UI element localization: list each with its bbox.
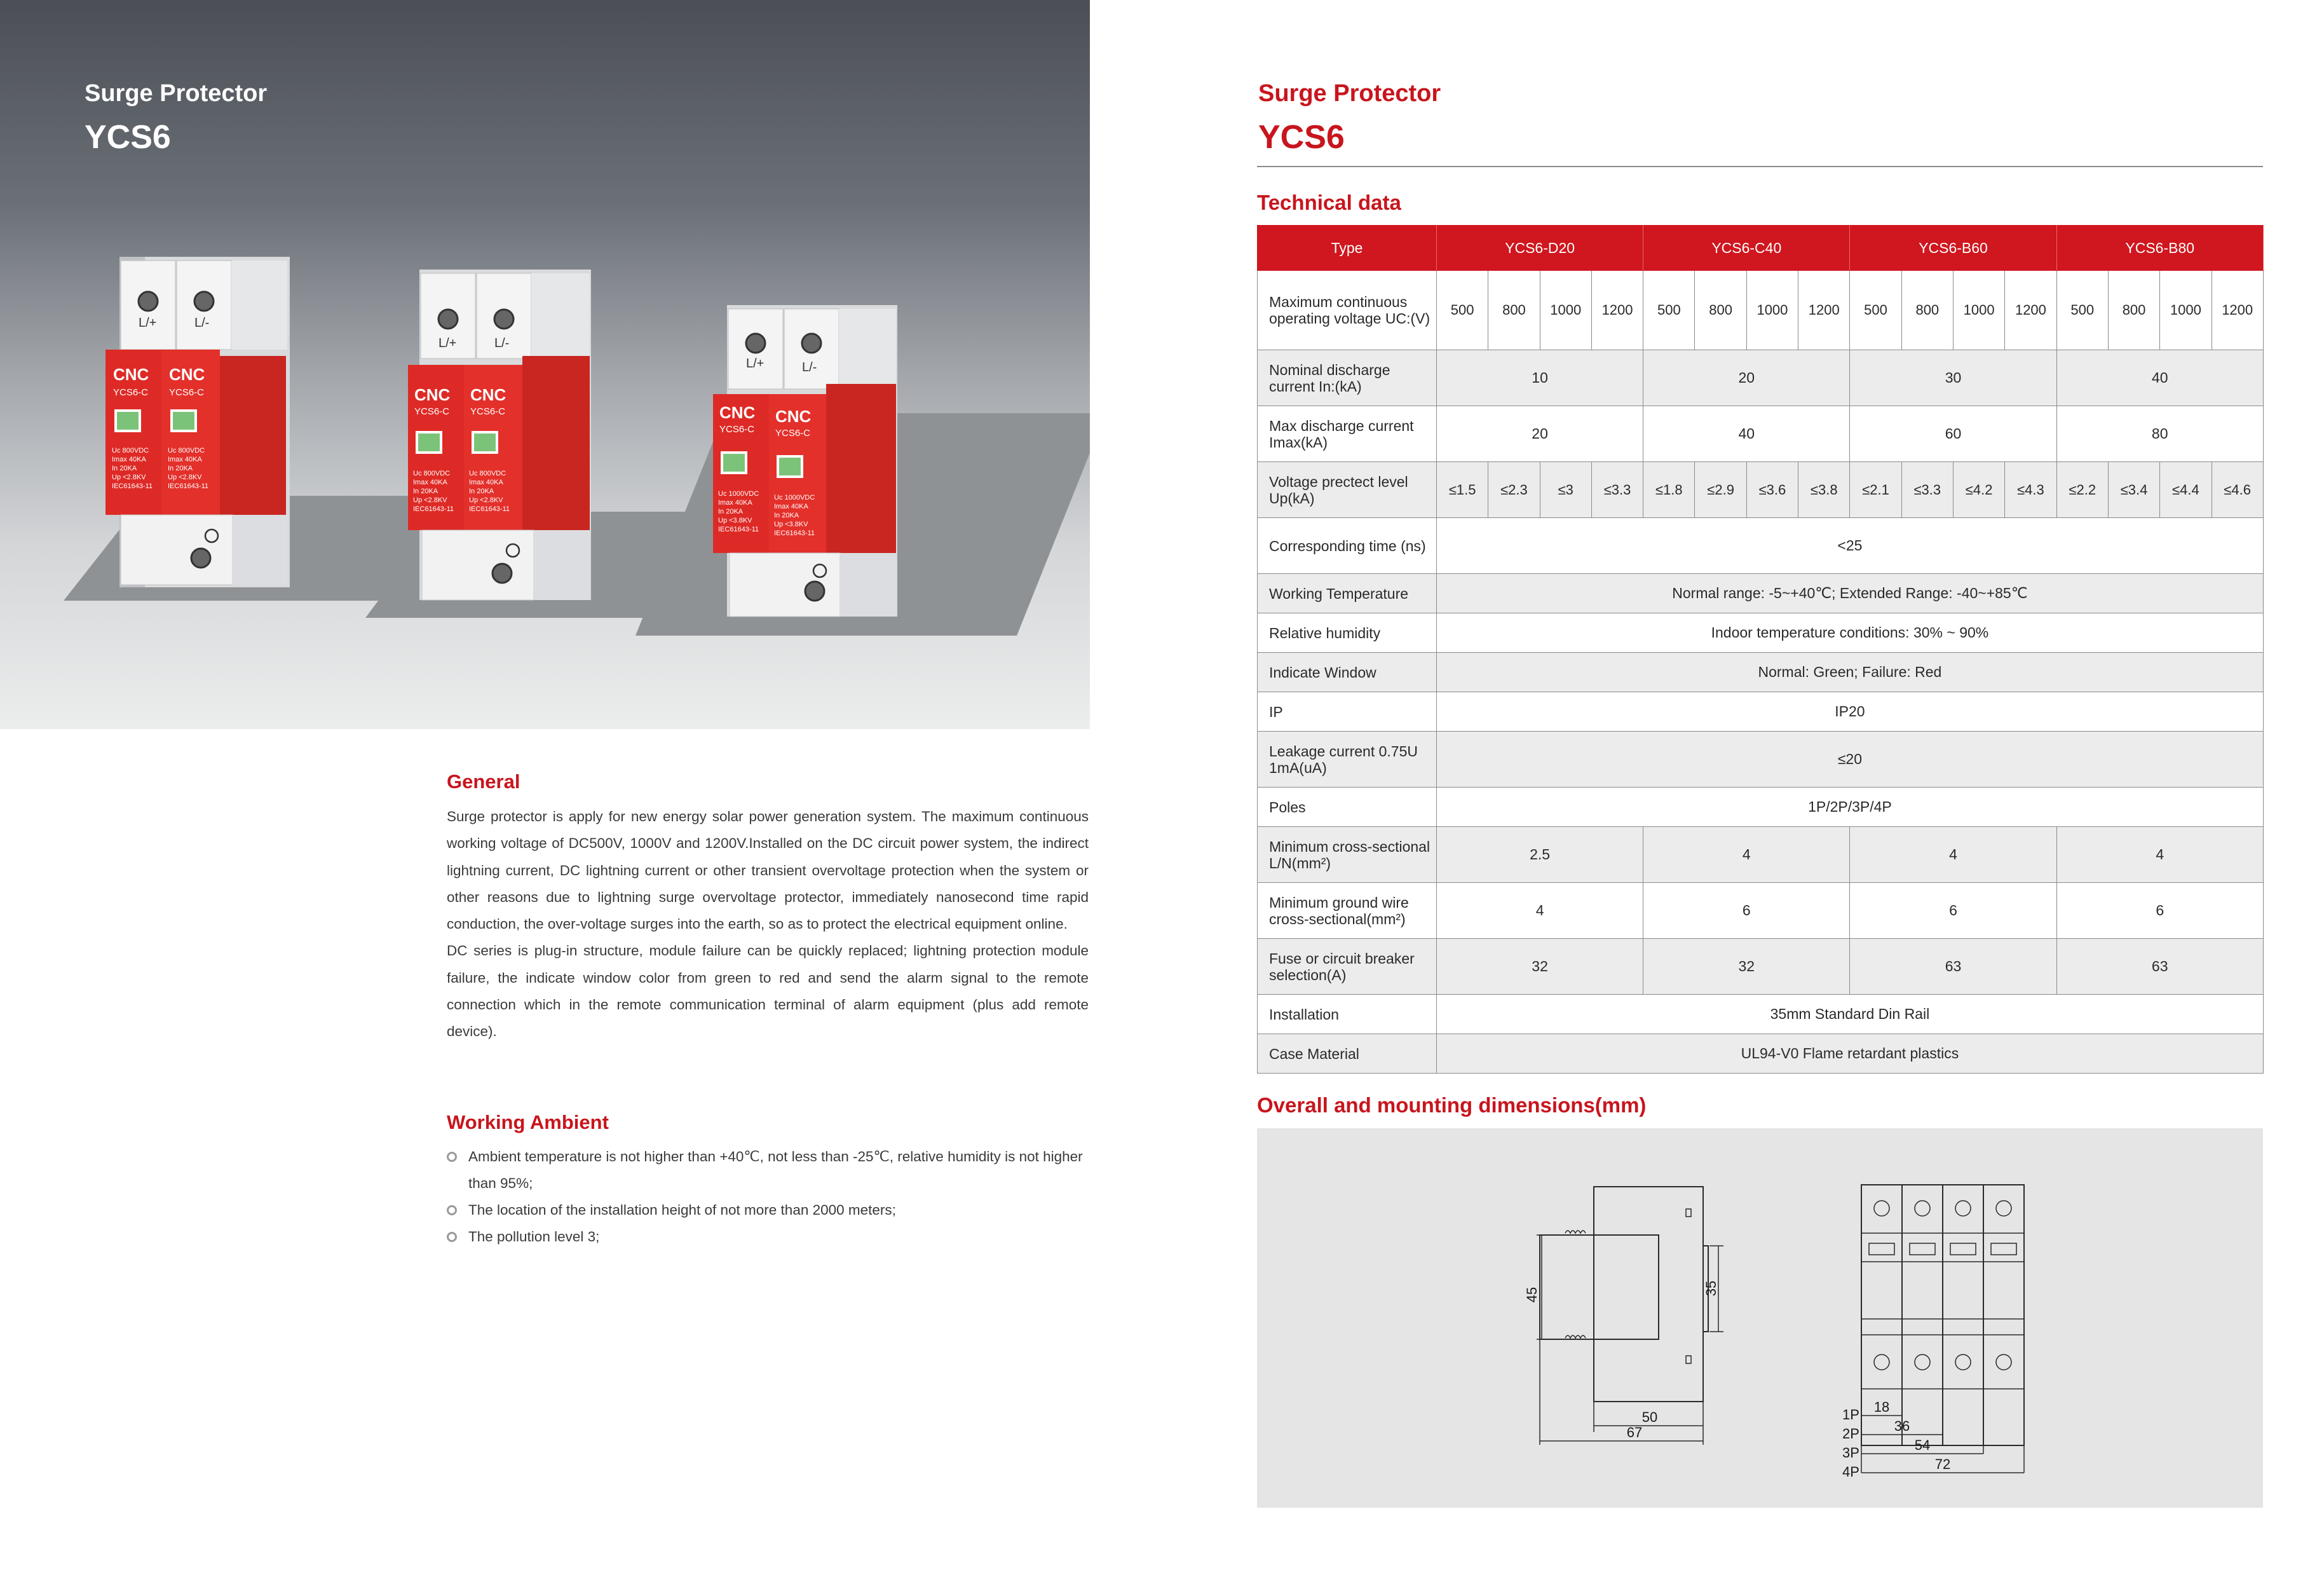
header-model: YCS6-D20 [1437, 226, 1643, 271]
svg-text:IEC61643-11: IEC61643-11 [413, 505, 454, 513]
hero-model: YCS6 [85, 119, 171, 156]
svg-text:Up <3.8KV: Up <3.8KV [774, 521, 808, 528]
dimensions-drawing [1257, 1128, 2263, 1508]
table-row: Indicate Window Normal: Green; Failure: Red [1258, 653, 2264, 692]
svg-text:67: 67 [1626, 1424, 1643, 1440]
svg-text:YCS6-C: YCS6-C [414, 406, 450, 417]
svg-text:In 20KA: In 20KA [168, 465, 193, 472]
front-view [1842, 1185, 2024, 1480]
svg-text:IEC61643-11: IEC61643-11 [469, 505, 510, 513]
svg-text:CNC: CNC [719, 403, 756, 422]
row-label: Minimum ground wire cross-sectional(mm²) [1258, 883, 1437, 939]
table-row: Fuse or circuit breaker selection(A) 32 32 63 63 [1258, 939, 2264, 995]
surge-device-2 [408, 270, 591, 600]
svg-text:YCS6-C: YCS6-C [719, 424, 755, 435]
svg-text:In 20KA: In 20KA [112, 465, 137, 472]
header-type: Type [1258, 226, 1437, 271]
svg-text:YCS6-C: YCS6-C [470, 406, 506, 417]
title-divider [1257, 166, 2263, 167]
svg-text:CNC: CNC [414, 385, 451, 404]
row-label: Relative humidity [1258, 613, 1437, 653]
hero-banner [0, 0, 1090, 729]
table-row: Nominal discharge current In:(kA) 10 20 30 40 [1258, 350, 2264, 406]
svg-text:CNC: CNC [169, 365, 205, 384]
svg-text:Uc 1000VDC: Uc 1000VDC [774, 494, 815, 502]
row-label: IP [1258, 692, 1437, 732]
table-row: Max discharge current Imax(kA) 20 40 60 80 [1258, 406, 2264, 462]
table-row: Relative humidity Indoor temperature conditions: 30% ~ 90% [1258, 613, 2264, 653]
working-ambient-list [447, 1143, 1089, 1250]
row-label: Nominal discharge current In:(kA) [1258, 350, 1437, 406]
right-model: YCS6 [1258, 119, 1345, 156]
row-label: Corresponding time (ns) [1258, 518, 1437, 574]
svg-text:IEC61643-11: IEC61643-11 [112, 482, 153, 490]
svg-text:Imax 40KA: Imax 40KA [469, 479, 503, 486]
svg-text:45: 45 [1524, 1287, 1540, 1303]
svg-text:Up <2.8KV: Up <2.8KV [469, 496, 503, 504]
row-label: Max discharge current Imax(kA) [1258, 406, 1437, 462]
technical-data-table [1257, 225, 2264, 1074]
general-paragraph-2: DC series is plug-in structure, module failure can be quickly replaced; lightning protection module failure, the indicate window color from green to red and send the alarm signal to the remote connection which in the remote communication terminal of alarm equipment (plus add remote device). [447, 943, 1089, 1040]
svg-text:L/-: L/- [494, 336, 510, 350]
svg-text:L/+: L/+ [438, 336, 457, 350]
svg-text:72: 72 [1934, 1456, 1951, 1472]
svg-text:Up <3.8KV: Up <3.8KV [718, 517, 752, 524]
svg-text:Imax 40KA: Imax 40KA [718, 499, 752, 507]
dimensions-heading: Overall and mounting dimensions(mm) [1257, 1093, 1647, 1117]
svg-text:CNC: CNC [113, 365, 149, 384]
table-row: Maximum continuous operating voltage UC:(V) 500 800 1000 1200 500 800 1000 1200 500 800 1000 1200 500 800 1000 1200 [1258, 271, 2264, 350]
table-row: IP IP20 [1258, 692, 2264, 732]
svg-text:Up <2.8KV: Up <2.8KV [168, 474, 202, 481]
technical-data-heading: Technical data [1257, 191, 1401, 214]
svg-text:54: 54 [1914, 1437, 1931, 1453]
table-row: Working Temperature Normal range: -5~+40℃; Extended Range: -40~+85℃ [1258, 574, 2264, 613]
general-paragraph-1: Surge protector is apply for new energy solar power generation system. The maximum continuous working voltage of DC500V, 1000V and 1200V.Installed on the DC circuit power system, the indirect lightning current, DC lightning current or other transient overvoltage protection when the system or other reasons due to lightning surge overvoltage protector, immediately nanosecond time rapid conduction, the over-voltage surges into the earth, so as to protect the electrical equipment online. [447, 809, 1089, 932]
bullet-icon [447, 1205, 457, 1215]
svg-text:Uc 800VDC: Uc 800VDC [112, 447, 149, 454]
surge-device-3 [713, 305, 897, 617]
svg-text:In 20KA: In 20KA [413, 488, 438, 495]
svg-text:3P: 3P [1842, 1445, 1859, 1461]
svg-text:YCS6-C: YCS6-C [169, 387, 205, 398]
table-row: Voltage prectect level Up(kA) ≤1.5 ≤2.3 ≤3 ≤3.3 ≤1.8 ≤2.9 ≤3.6 ≤3.8 ≤2.1 ≤3.3 ≤4.2 ≤4.3 ≤2.2 ≤3.4 ≤4.4 ≤4.6 [1258, 462, 2264, 518]
svg-text:35: 35 [1703, 1280, 1719, 1297]
table-row: Minimum ground wire cross-sectional(mm²) 4 6 6 6 [1258, 883, 2264, 939]
dimensions-drawing-panel [1257, 1128, 2263, 1508]
svg-text:In 20KA: In 20KA [774, 512, 799, 519]
svg-text:Uc 800VDC: Uc 800VDC [469, 470, 506, 477]
table-row: Leakage current 0.75U 1mA(uA) ≤20 [1258, 732, 2264, 788]
general-body [447, 803, 1089, 1046]
row-label: Case Material [1258, 1034, 1437, 1074]
table-row: Poles 1P/2P/3P/4P [1258, 788, 2264, 827]
svg-text:YCS6-C: YCS6-C [775, 428, 811, 439]
svg-text:2P: 2P [1842, 1426, 1859, 1442]
hero-title: Surge Protector [85, 80, 268, 107]
working-ambient-heading: Working Ambient [447, 1111, 609, 1133]
bullet-icon [447, 1232, 457, 1242]
svg-text:YCS6-C: YCS6-C [113, 387, 149, 398]
header-model: YCS6-B80 [2056, 226, 2263, 271]
row-label: Working Temperature [1258, 574, 1437, 613]
svg-text:Up <2.8KV: Up <2.8KV [112, 474, 146, 481]
row-label: Poles [1258, 788, 1437, 827]
table-row: Case Material UL94-V0 Flame retardant plastics [1258, 1034, 2264, 1074]
row-label: Minimum cross-sectional L/N(mm²) [1258, 827, 1437, 883]
row-label: Leakage current 0.75U 1mA(uA) [1258, 732, 1437, 788]
svg-text:L/-: L/- [194, 316, 210, 330]
surge-device-1 [105, 257, 290, 587]
svg-text:50: 50 [1641, 1409, 1658, 1425]
bullet-icon [447, 1152, 457, 1162]
svg-text:Uc 800VDC: Uc 800VDC [168, 447, 205, 454]
svg-text:IEC61643-11: IEC61643-11 [168, 482, 209, 490]
table-row: Installation 35mm Standard Din Rail [1258, 995, 2264, 1034]
ambient-item: Ambient temperature is not higher than +40℃, not less than -25℃, relative humidity is not higher than 95%; [447, 1143, 1089, 1197]
svg-text:L/+: L/+ [139, 316, 157, 330]
header-model: YCS6-B60 [1850, 226, 2056, 271]
svg-text:1P: 1P [1842, 1407, 1859, 1423]
svg-text:L/-: L/- [802, 360, 817, 374]
row-label: Voltage prectect level Up(kA) [1258, 462, 1437, 518]
svg-text:CNC: CNC [470, 385, 506, 404]
svg-text:Uc 1000VDC: Uc 1000VDC [718, 490, 759, 498]
svg-text:Up <2.8KV: Up <2.8KV [413, 496, 447, 504]
svg-text:Imax 40KA: Imax 40KA [168, 456, 202, 463]
svg-text:Imax 40KA: Imax 40KA [413, 479, 447, 486]
svg-text:36: 36 [1894, 1418, 1910, 1434]
svg-text:L/+: L/+ [746, 357, 764, 371]
svg-text:IEC61643-11: IEC61643-11 [718, 526, 759, 533]
table-row: Corresponding time (ns) <25 [1258, 518, 2264, 574]
svg-text:IEC61643-11: IEC61643-11 [774, 529, 815, 537]
svg-text:18: 18 [1873, 1399, 1890, 1415]
row-label: Installation [1258, 995, 1437, 1034]
side-view [1524, 1187, 1723, 1445]
product-photo [0, 0, 1090, 729]
header-model: YCS6-C40 [1643, 226, 1850, 271]
row-label: Fuse or circuit breaker selection(A) [1258, 939, 1437, 995]
svg-text:In 20KA: In 20KA [469, 488, 494, 495]
general-heading: General [447, 770, 520, 793]
row-label: Indicate Window [1258, 653, 1437, 692]
svg-text:Uc 800VDC: Uc 800VDC [413, 470, 451, 477]
right-title: Surge Protector [1258, 80, 1441, 107]
table-row: Minimum cross-sectional L/N(mm²) 2.5 4 4 4 [1258, 827, 2264, 883]
ambient-item: The location of the installation height of not more than 2000 meters; [447, 1197, 1089, 1224]
svg-text:In 20KA: In 20KA [718, 508, 744, 515]
svg-text:4P: 4P [1842, 1464, 1859, 1480]
row-label: Maximum continuous operating voltage UC:(V) [1258, 271, 1437, 350]
svg-text:Imax 40KA: Imax 40KA [774, 503, 808, 510]
table-header-row [1258, 226, 2264, 271]
ambient-item: The pollution level 3; [447, 1224, 1089, 1250]
svg-text:CNC: CNC [775, 407, 812, 426]
svg-text:Imax 40KA: Imax 40KA [112, 456, 146, 463]
